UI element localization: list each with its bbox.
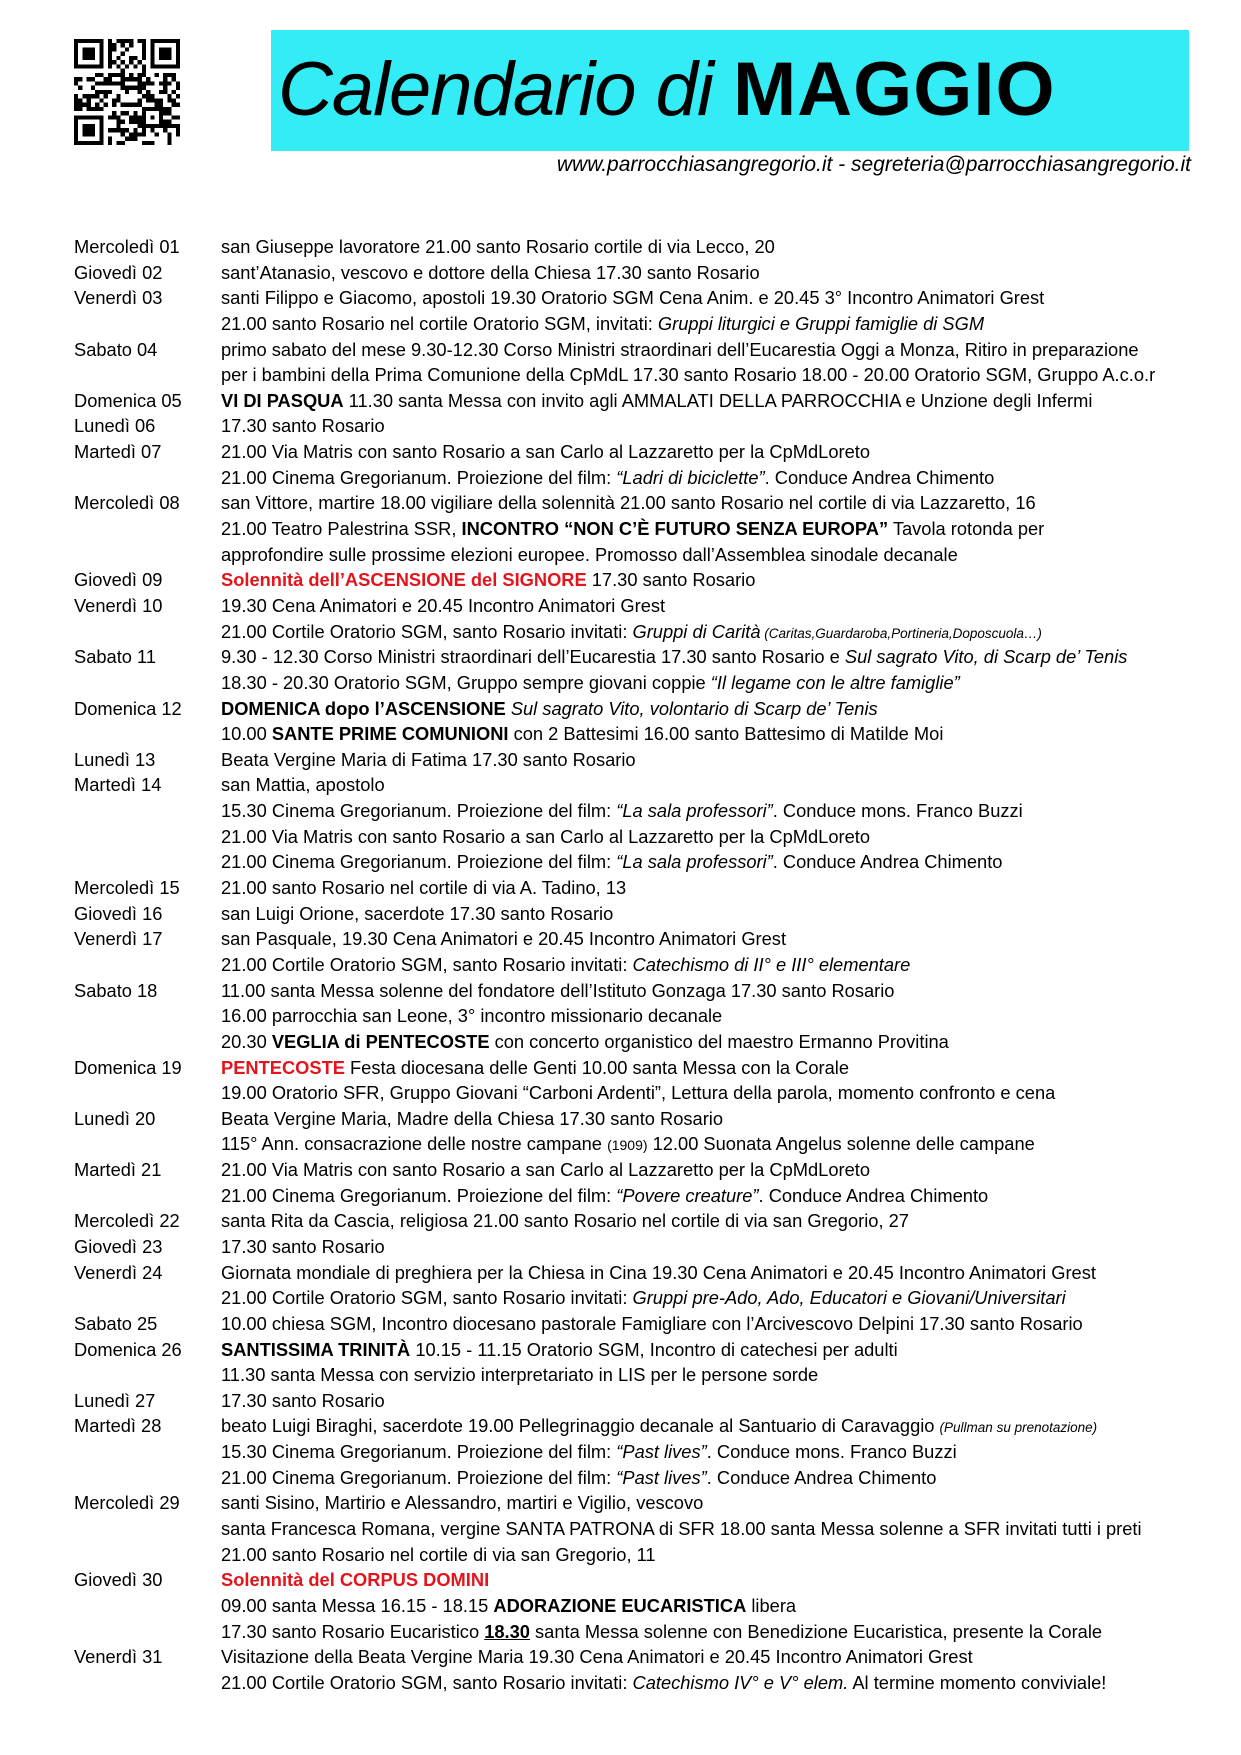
- calendar-row: [74, 567, 1184, 593]
- calendar-event: [221, 1337, 898, 1363]
- calendar-row: [74, 1080, 1184, 1106]
- event-text: Tavola rotonda per: [888, 518, 1045, 540]
- calendar-day: Martedì 07: [74, 441, 162, 463]
- calendar-event: [221, 978, 894, 1004]
- calendar-row: [74, 1003, 1184, 1029]
- calendar-day: Sabato 18: [74, 979, 158, 1001]
- calendar-row: [74, 1055, 1184, 1081]
- calendar-row: [74, 1542, 1184, 1568]
- event-text: 11.30 santa Messa con servizio interpretariato in LIS per le persone sorde: [221, 1364, 819, 1386]
- calendar-event: [221, 901, 613, 927]
- calendar-row: [74, 644, 1184, 670]
- event-text: 21.00 Cortile Oratorio SGM, santo Rosario invitati:: [221, 1287, 633, 1309]
- event-text: Catechismo di II° e III° elementare: [632, 953, 911, 975]
- calendar-day: Lunedì 27: [74, 1389, 156, 1411]
- event-text: per i bambini della Prima Comunione della CpMdL 17.30 santo Rosario 18.00 - 20.00 Oratorio SGM, Gruppo A.c.o.r: [221, 364, 1156, 386]
- event-text: 18.30: [484, 1620, 530, 1642]
- calendar-row: [74, 1619, 1184, 1645]
- event-text: santa Messa solenne con Benedizione Eucaristica, presente la Corale: [529, 1620, 1103, 1642]
- event-text: 12.00 Suonata Angelus solenne delle campane: [647, 1133, 1035, 1155]
- calendar-row: [74, 593, 1184, 619]
- calendar-event: [221, 1029, 949, 1055]
- calendar-event: [221, 926, 786, 952]
- calendar-event: [221, 1080, 1055, 1106]
- calendar-event: [221, 337, 1139, 363]
- calendar-row: [74, 1413, 1184, 1439]
- event-text: libera: [746, 1594, 797, 1616]
- calendar-event: [221, 1157, 870, 1183]
- event-text: 17.30 santo Rosario: [221, 1389, 385, 1411]
- event-text: Gruppi di Carità: [632, 620, 761, 642]
- event-text: . Conduce mons. Franco Buzzi: [706, 1441, 957, 1463]
- title-prefix: Calendario di: [278, 47, 733, 132]
- event-text: 18.30 - 20.30 Oratorio SGM, Gruppo sempre giovani coppie: [221, 671, 711, 693]
- calendar-row: [74, 1362, 1184, 1388]
- event-text: INCONTRO “NON C’È FUTURO SENZA EUROPA”: [461, 518, 889, 540]
- calendar-row: [74, 1593, 1184, 1619]
- event-text: santi Sisino, Martirio e Alessandro, martiri e Vigilio, vescovo: [221, 1492, 704, 1514]
- calendar-event: [221, 1670, 1106, 1696]
- calendar-row: [74, 1439, 1184, 1465]
- event-text: 11.00 santa Messa solenne del fondatore dell’Istituto Gonzaga 17.30 santo Rosario: [221, 979, 895, 1001]
- event-text: san Mattia, apostolo: [221, 774, 385, 796]
- event-text: “Povere creature”: [616, 1184, 759, 1206]
- calendar-day: Giovedì 02: [74, 261, 163, 283]
- event-text: primo sabato del mese 9.30-12.30 Corso Ministri straordinari dell’Eucarestia Oggi a Monza, Ritiro in preparazione: [221, 338, 1139, 360]
- calendar-event: [221, 1003, 722, 1029]
- event-text: (Caritas,Guardaroba,Portineria,Doposcuola…): [760, 625, 1042, 641]
- calendar-row: [74, 875, 1184, 901]
- event-text: Festa diocesana delle Genti 10.00 santa Messa con la Corale: [344, 1056, 849, 1078]
- calendar-day: Mercoledì 01: [74, 236, 180, 257]
- event-text: con 2 Battesimi 16.00 santo Battesimo di Matilde Moi: [508, 723, 944, 745]
- event-text: “La sala professori”: [616, 851, 773, 873]
- event-text: “Il legame con le altre famiglie”: [710, 671, 960, 693]
- calendar-row: [74, 311, 1184, 337]
- calendar-day: Sabato 04: [74, 338, 158, 360]
- event-text: 21.00 Cinema Gregorianum. Proiezione del film:: [221, 1466, 617, 1488]
- calendar-event: [221, 1490, 703, 1516]
- event-text: 19.30 Cena Animatori e 20.45 Incontro Animatori Grest: [221, 594, 666, 616]
- event-text: Sul sagrato Vito, di Scarp de’ Tenis: [844, 646, 1128, 668]
- event-text: santa Francesca Romana, vergine SANTA PATRONA di SFR 18.00 santa Messa solenne a SFR invitati tutti i preti: [221, 1518, 1142, 1540]
- calendar-day: Mercoledì 22: [74, 1210, 180, 1232]
- calendar-row: [74, 1311, 1184, 1337]
- event-text: sant’Atanasio, vescovo e dottore della Chiesa 17.30 santo Rosario: [221, 261, 760, 283]
- calendar-event: [221, 388, 1092, 414]
- event-text: 115° Ann. consacrazione delle nostre campane: [221, 1133, 608, 1155]
- event-text: san Vittore, martire 18.00 vigiliare della solennità 21.00 santo Rosario nel cortile di via Lazzaretto, 16: [221, 492, 1036, 514]
- event-text: 21.00 Cinema Gregorianum. Proiezione del film:: [221, 851, 617, 873]
- calendar-day: Domenica 12: [74, 697, 182, 719]
- calendar-day: Mercoledì 29: [74, 1492, 180, 1514]
- calendar-row: [74, 952, 1184, 978]
- calendar-event: [221, 721, 943, 747]
- calendar-row: [74, 413, 1184, 439]
- calendar-event: [221, 1183, 988, 1209]
- event-text: approfondire sulle prossime elezioni europee. Promosso dall’Assemblea sinodale decanale: [221, 543, 958, 565]
- event-text: . Conduce Andrea Chimento: [764, 466, 995, 488]
- calendar-event: [221, 798, 1023, 824]
- calendar-event: [221, 772, 385, 798]
- event-text: 21.00 Via Matris con santo Rosario a san Carlo al Lazzaretto per la CpMdLoreto: [221, 441, 870, 463]
- calendar-row: [74, 260, 1184, 286]
- event-text: Al termine momento conviviale!: [848, 1671, 1107, 1693]
- calendar-row: [74, 849, 1184, 875]
- calendar-row: [74, 542, 1184, 568]
- event-text: 21.00 santo Rosario nel cortile di via A. Tadino, 13: [221, 877, 627, 899]
- calendar-row: [74, 234, 1184, 260]
- calendar-row: [74, 516, 1184, 542]
- calendar-event: [221, 1234, 385, 1260]
- event-text: Solennità dell’ASCENSIONE del SIGNORE: [221, 569, 587, 591]
- event-text: 20.30: [221, 1030, 272, 1052]
- calendar-day: Venerdì 17: [74, 928, 163, 950]
- calendar-row: [74, 1516, 1184, 1542]
- event-text: Solennità del CORPUS DOMINI: [221, 1569, 490, 1591]
- calendar-row: [74, 362, 1184, 388]
- event-text: 10.00 chiesa SGM, Incontro diocesano pastorale Famigliare con l’Arcivescovo Delpini 17.30 santo Rosario: [221, 1312, 1083, 1334]
- calendar-event: [221, 644, 1127, 670]
- event-text: . Conduce Andrea Chimento: [706, 1466, 937, 1488]
- event-text: 21.00 Cortile Oratorio SGM, santo Rosario invitati:: [221, 1671, 633, 1693]
- calendar-row: [74, 824, 1184, 850]
- qr-code: [74, 39, 180, 145]
- event-text: SANTE PRIME COMUNIONI: [271, 723, 509, 745]
- calendar-event: [221, 234, 775, 260]
- calendar-event: [221, 1619, 1102, 1645]
- event-text: Catechismo IV° e V° elem.: [632, 1671, 849, 1693]
- event-text: santa Rita da Cascia, religiosa 21.00 santo Rosario nel cortile di via san Gregorio, 27: [221, 1210, 909, 1232]
- calendar-event: [221, 516, 1044, 542]
- calendar-row: [74, 1183, 1184, 1209]
- event-text: Beata Vergine Maria, Madre della Chiesa 17.30 santo Rosario: [221, 1107, 724, 1129]
- calendar-row: [74, 285, 1184, 311]
- calendar-event: [221, 849, 1002, 875]
- contacts-line: www.parrocchiasangregorio.it - segreteria@parrocchiasangregorio.it: [556, 153, 1191, 176]
- calendar-day: Martedì 14: [74, 774, 162, 796]
- event-text: “Past lives”: [616, 1441, 707, 1463]
- calendar-row: [74, 798, 1184, 824]
- calendar-row: [74, 1106, 1184, 1132]
- calendar-event: [221, 567, 755, 593]
- calendar-event: [221, 747, 636, 773]
- event-text: con concerto organistico del maestro Ermanno Provitina: [489, 1030, 949, 1052]
- event-text: 9.30 - 12.30 Corso Ministri straordinari dell’Eucarestia 17.30 santo Rosario e: [221, 646, 845, 668]
- event-text: 11.30 santa Messa con invito agli AMMALATI DELLA PARROCCHIA e Unzione degli Infermi: [343, 389, 1093, 411]
- calendar-event: [221, 311, 984, 337]
- event-text: 17.30 santo Rosario: [586, 569, 756, 591]
- calendar-row: [74, 696, 1184, 722]
- calendar-row: [74, 1029, 1184, 1055]
- event-text: “Ladri di biciclette”: [616, 466, 765, 488]
- calendar-event: [221, 824, 870, 850]
- event-text: 19.00 Oratorio SFR, Gruppo Giovani “Carboni Ardenti”, Lettura della parola, momento confronto e cena: [221, 1082, 1056, 1104]
- event-text: Gruppi liturgici e Gruppi famiglie di SGM: [657, 312, 985, 334]
- calendar-day: Mercoledì 15: [74, 877, 180, 899]
- event-text: 17.30 santo Rosario: [221, 415, 385, 437]
- calendar-row: [74, 1644, 1184, 1670]
- calendar-row: [74, 439, 1184, 465]
- calendar-row: [74, 490, 1184, 516]
- event-text: 09.00 santa Messa 16.15 - 18.15: [221, 1594, 494, 1616]
- calendar-event: [221, 1362, 818, 1388]
- calendar-day: Domenica 05: [74, 389, 182, 411]
- calendar-event: [221, 952, 910, 978]
- calendar-day: Giovedì 16: [74, 902, 163, 924]
- calendar-row: [74, 1208, 1184, 1234]
- event-text: 21.00 Cinema Gregorianum. Proiezione del film:: [221, 466, 617, 488]
- calendar-event: [221, 1311, 1083, 1337]
- calendar-row: [74, 1670, 1184, 1696]
- event-text: DOMENICA dopo l’ASCENSIONE: [221, 697, 506, 719]
- calendar-row: [74, 1260, 1184, 1286]
- event-text: 10.00: [221, 723, 272, 745]
- event-text: 21.00 Cortile Oratorio SGM, santo Rosario invitati:: [221, 620, 633, 642]
- calendar-row: [74, 1337, 1184, 1363]
- event-text: . Conduce Andrea Chimento: [772, 851, 1003, 873]
- event-text: 15.30 Cinema Gregorianum. Proiezione del film:: [221, 1441, 617, 1463]
- event-text: 21.00 Via Matris con santo Rosario a san Carlo al Lazzaretto per la CpMdLoreto: [221, 825, 870, 847]
- calendar-row: [74, 926, 1184, 952]
- calendar-day: Giovedì 23: [74, 1235, 163, 1257]
- calendar-event: [221, 1593, 796, 1619]
- calendar-event: [221, 875, 626, 901]
- event-text: ADORAZIONE EUCARISTICA: [493, 1594, 747, 1616]
- event-text: beato Luigi Biraghi, sacerdote 19.00 Pellegrinaggio decanale al Santuario di Caravaggio: [221, 1415, 940, 1437]
- event-text: “Past lives”: [616, 1466, 707, 1488]
- event-text: SANTISSIMA TRINITÀ: [221, 1338, 411, 1360]
- event-text: 15.30 Cinema Gregorianum. Proiezione del film:: [221, 800, 617, 822]
- calendar-day: Sabato 25: [74, 1312, 158, 1334]
- calendar-event: [221, 1413, 1097, 1441]
- calendar-event: [221, 1388, 385, 1414]
- calendar-event: [221, 413, 385, 439]
- calendar-event: [221, 593, 665, 619]
- calendar-list: [74, 234, 1184, 1696]
- calendar-day: Domenica 19: [74, 1056, 182, 1078]
- event-text: 21.00 Teatro Palestrina SSR,: [221, 518, 462, 540]
- calendar-event: [221, 1208, 909, 1234]
- event-text: san Giuseppe lavoratore 21.00 santo Rosario cortile di via Lecco, 20: [221, 236, 775, 257]
- calendar-day: Lunedì 13: [74, 748, 156, 770]
- calendar-event: [221, 1542, 656, 1568]
- calendar-row: [74, 978, 1184, 1004]
- calendar-row: [74, 1567, 1184, 1593]
- calendar-event: [221, 1055, 849, 1081]
- calendar-event: [221, 1439, 957, 1465]
- calendar-day: Venerdì 24: [74, 1261, 163, 1283]
- event-text: (1909): [607, 1137, 648, 1154]
- calendar-row: [74, 619, 1184, 645]
- calendar-row: [74, 1388, 1184, 1414]
- calendar-event: [221, 439, 870, 465]
- calendar-row: [74, 1465, 1184, 1491]
- calendar-day: Giovedì 30: [74, 1569, 163, 1591]
- calendar-event: [221, 1106, 723, 1132]
- calendar-day: Lunedì 20: [74, 1107, 156, 1129]
- calendar-row: [74, 337, 1184, 363]
- calendar-row: [74, 670, 1184, 696]
- calendar-row: [74, 1285, 1184, 1311]
- calendar-event: [221, 260, 760, 286]
- calendar-day: Mercoledì 08: [74, 492, 180, 514]
- event-text: san Pasquale, 19.30 Cena Animatori e 20.45 Incontro Animatori Grest: [221, 928, 787, 950]
- event-text: . Conduce mons. Franco Buzzi: [772, 800, 1023, 822]
- page-title: [278, 45, 1056, 135]
- calendar-row: [74, 1234, 1184, 1260]
- calendar-row: [74, 747, 1184, 773]
- calendar-day: Lunedì 06: [74, 415, 156, 437]
- calendar-event: [221, 1516, 1142, 1542]
- event-text: Visitazione della Beata Vergine Maria 19.30 Cena Animatori e 20.45 Incontro Animatori Grest: [221, 1646, 973, 1668]
- calendar-day: Sabato 11: [74, 646, 156, 668]
- event-text: Sul sagrato Vito, volontario di Scarp de’ Tenis: [510, 697, 878, 719]
- calendar-day: Martedì 28: [74, 1415, 162, 1437]
- calendar-row: [74, 388, 1184, 414]
- title-month: MAGGIO: [732, 47, 1056, 132]
- event-text: 21.00 Cortile Oratorio SGM, santo Rosario invitati:: [221, 953, 633, 975]
- calendar-event: [221, 1567, 489, 1593]
- event-text: VI DI PASQUA: [221, 389, 344, 411]
- calendar-event: [221, 1285, 1066, 1311]
- calendar-day: Domenica 26: [74, 1338, 182, 1360]
- calendar-row: [74, 1490, 1184, 1516]
- event-text: (Pullman su prenotazione): [939, 1420, 1098, 1436]
- calendar-event: [221, 1644, 973, 1670]
- event-text: “La sala professori”: [616, 800, 773, 822]
- event-text: san Luigi Orione, sacerdote 17.30 santo Rosario: [221, 902, 614, 924]
- event-text: PENTECOSTE: [221, 1056, 345, 1078]
- calendar-row: [74, 465, 1184, 491]
- calendar-row: [74, 772, 1184, 798]
- calendar-row: [74, 1157, 1184, 1183]
- calendar-event: [221, 465, 994, 491]
- calendar-event: [221, 696, 878, 722]
- calendar-event: [221, 542, 958, 568]
- calendar-event: [221, 1260, 1096, 1286]
- event-text: santi Filippo e Giacomo, apostoli 19.30 Oratorio SGM Cena Anim. e 20.45 3° Incontro Animatori Grest: [221, 287, 1045, 309]
- event-text: VEGLIA di PENTECOSTE: [271, 1030, 490, 1052]
- calendar-event: [221, 490, 1036, 516]
- event-text: 21.00 santo Rosario nel cortile di via san Gregorio, 11: [221, 1543, 656, 1565]
- calendar-day: Venerdì 10: [74, 594, 163, 616]
- event-text: 21.00 Cinema Gregorianum. Proiezione del film:: [221, 1184, 617, 1206]
- event-text: 17.30 santo Rosario Eucaristico: [221, 1620, 485, 1642]
- event-text: 16.00 parrocchia san Leone, 3° incontro missionario decanale: [221, 1005, 723, 1027]
- calendar-row: [74, 721, 1184, 747]
- calendar-row: [74, 1131, 1184, 1157]
- calendar-event: [221, 362, 1155, 388]
- calendar-event: [221, 670, 960, 696]
- calendar-row: [74, 901, 1184, 927]
- event-text: Gruppi pre-Ado, Ado, Educatori e Giovani/Universitari: [632, 1287, 1066, 1309]
- calendar-event: [221, 619, 1042, 647]
- calendar-day: Martedì 21: [74, 1159, 162, 1181]
- calendar-day: Venerdì 03: [74, 287, 163, 309]
- calendar-event: [221, 1465, 936, 1491]
- calendar-day: Giovedì 09: [74, 569, 163, 591]
- event-text: Giornata mondiale di preghiera per la Chiesa in Cina 19.30 Cena Animatori e 20.45 Incontro Animatori Grest: [221, 1261, 1096, 1283]
- event-text: 21.00 santo Rosario nel cortile Oratorio SGM, invitati:: [221, 312, 658, 334]
- event-text: . Conduce Andrea Chimento: [758, 1184, 989, 1206]
- calendar-event: [221, 1131, 1035, 1159]
- calendar-day: Venerdì 31: [74, 1646, 163, 1668]
- event-text: 17.30 santo Rosario: [221, 1235, 385, 1257]
- calendar-event: [221, 285, 1044, 311]
- event-text: Beata Vergine Maria di Fatima 17.30 santo Rosario: [221, 748, 636, 770]
- event-text: 21.00 Via Matris con santo Rosario a san Carlo al Lazzaretto per la CpMdLoreto: [221, 1159, 870, 1181]
- event-text: 10.15 - 11.15 Oratorio SGM, Incontro di catechesi per adulti: [410, 1338, 898, 1360]
